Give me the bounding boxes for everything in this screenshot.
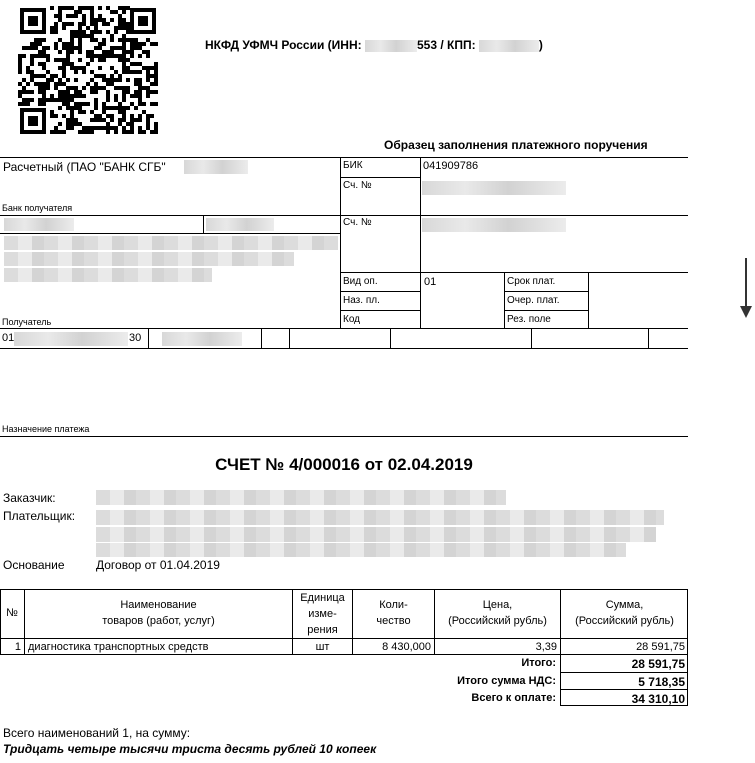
col-header-name-1: Наименование xyxy=(120,599,197,611)
kbk-end: 30 xyxy=(129,332,142,344)
basis-label: Основание xyxy=(3,558,65,572)
table-line xyxy=(0,638,688,639)
col-header-unit-2: изме- xyxy=(308,608,337,620)
bank-name-text: Расчетный (ПАО "БАНК СГБ" xyxy=(3,160,166,174)
account-label-1: Сч. № xyxy=(343,180,372,191)
form-divider xyxy=(203,215,204,233)
form-line xyxy=(0,328,688,329)
form-divider xyxy=(504,272,505,328)
pay-value: 34 310,10 xyxy=(631,692,685,706)
rez-pole-label: Рез. поле xyxy=(507,314,551,325)
col-header-qty-1: Коли- xyxy=(379,599,408,611)
recipient-header xyxy=(205,39,543,52)
form-divider xyxy=(340,157,341,328)
redacted-inn-field xyxy=(4,218,74,231)
redacted-kpp xyxy=(479,40,539,52)
form-divider xyxy=(531,328,532,348)
payer-label: Плательщик: xyxy=(3,509,76,523)
form-divider xyxy=(588,272,589,328)
row-price: 3,39 xyxy=(535,641,557,653)
col-header-qty-2: чество xyxy=(376,615,411,627)
redacted-kbk xyxy=(14,332,128,346)
col-header-name-2: товаров (работ, услуг) xyxy=(102,615,215,627)
row-num: 1 xyxy=(14,641,21,653)
inn-tail: 553 / КПП: xyxy=(416,38,476,52)
vid-op-label: Вид оп. xyxy=(343,276,378,287)
recipient-prefix: НКФД УФМЧ России (ИНН: xyxy=(205,38,362,52)
form-line xyxy=(340,177,420,178)
bank-name xyxy=(3,161,166,173)
redacted-payer xyxy=(96,510,664,525)
customer-label: Заказчик: xyxy=(3,491,56,505)
purpose-label: Назначение платежа xyxy=(2,424,90,434)
form-line xyxy=(340,272,688,273)
form-divider xyxy=(289,328,290,348)
form-line xyxy=(0,348,688,349)
form-line xyxy=(504,291,588,292)
form-divider xyxy=(420,157,421,328)
bik-label: БИК xyxy=(343,160,363,171)
qr-code xyxy=(18,6,158,136)
basis-value: Договор от 01.04.2019 xyxy=(96,558,220,572)
totals-line xyxy=(560,672,688,673)
bik-value: 041909786 xyxy=(423,160,479,172)
row-sum: 28 591,75 xyxy=(636,641,685,653)
col-header-num: № xyxy=(6,607,18,619)
redacted-payer xyxy=(96,527,656,542)
form-bottom-border xyxy=(0,436,688,437)
form-line xyxy=(340,291,420,292)
row-unit: шт xyxy=(315,641,330,653)
redacted-recipient-line xyxy=(4,268,212,282)
vid-op-value: 01 xyxy=(424,276,437,288)
form-divider xyxy=(261,328,262,348)
form-divider xyxy=(148,328,149,348)
redacted-recipient-line xyxy=(4,252,294,266)
kod-label: Код xyxy=(343,314,361,325)
col-header-unit-1: Единица xyxy=(300,592,345,604)
pay-label: Всего к оплате: xyxy=(471,692,556,704)
redacted-payer xyxy=(96,543,626,557)
redacted-bank-name xyxy=(184,160,248,174)
col-header-sum-2: (Российский рубль) xyxy=(575,615,674,627)
ocher-plat-label: Очер. плат. xyxy=(507,295,560,306)
row-qty: 8 430,000 xyxy=(382,641,431,653)
redacted-correspondent-account xyxy=(422,181,566,195)
form-divider xyxy=(648,328,649,348)
vat-label: Итого сумма НДС: xyxy=(457,675,556,687)
total-value: 28 591,75 xyxy=(631,657,685,671)
row-name: диагностика транспортных средств xyxy=(28,641,209,653)
form-divider xyxy=(390,328,391,348)
sample-title: Образец заполнения платежного поручения xyxy=(384,138,648,152)
col-header-sum-1: Сумма, xyxy=(605,599,644,611)
amount-in-words: Тридцать четыре тысячи триста десять рублей 10 копеек xyxy=(3,742,377,756)
form-line xyxy=(0,215,688,216)
redacted-settlement-account xyxy=(422,218,566,232)
summary-line: Всего наименований 1, на сумму: xyxy=(3,726,191,740)
arrow-down-icon xyxy=(740,258,752,320)
totals-line xyxy=(560,689,688,690)
col-header-unit-3: рения xyxy=(307,624,338,636)
srok-plat-label: Срок плат. xyxy=(507,276,556,287)
recipient-label: Получатель xyxy=(2,317,52,327)
col-header-price-1: Цена, xyxy=(482,599,513,611)
recipient-closing: ) xyxy=(538,38,543,52)
redacted-oktmo xyxy=(162,332,242,346)
total-label: Итого: xyxy=(521,657,556,669)
account-label-2: Сч. № xyxy=(343,217,372,228)
redacted-recipient-line xyxy=(4,236,338,250)
redacted-kpp-field xyxy=(206,218,274,231)
redacted-customer xyxy=(96,490,506,505)
form-line xyxy=(0,233,340,234)
form-line xyxy=(340,310,420,311)
redacted-inn xyxy=(365,40,417,52)
form-top-border xyxy=(0,157,688,158)
naz-pl-label: Наз. пл. xyxy=(343,295,380,306)
vat-value: 5 718,35 xyxy=(638,675,685,689)
col-header-price-2: (Российский рубль) xyxy=(448,615,547,627)
invoice-title: СЧЕТ № 4/000016 от 02.04.2019 xyxy=(215,455,473,474)
kbk-start: 01 xyxy=(2,332,15,344)
form-line xyxy=(504,310,588,311)
bank-label: Банк получателя xyxy=(2,203,73,213)
